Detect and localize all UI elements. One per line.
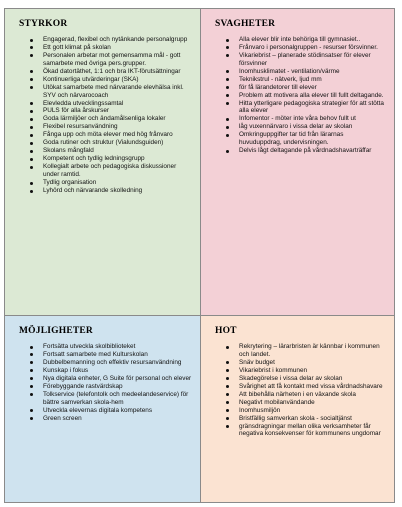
- bullet-icon: [226, 369, 229, 372]
- bullet-icon: [30, 102, 33, 105]
- list-item-text: Hitta ytterligare pedagogiska strategier för att stötta alla elever: [239, 99, 384, 115]
- list-item: [209, 359, 386, 367]
- list-item-text: Omkringuppgifter tar tid från lärarnas huvuduppdrag, undervisningen.: [239, 131, 344, 147]
- list-item: [209, 100, 386, 116]
- bullet-icon: [226, 54, 229, 57]
- bullet-icon: [30, 134, 33, 137]
- list-item-text: Rekrytering – lärarbristen är kännbar i kommunen och landet.: [239, 343, 380, 358]
- bullet-icon: [30, 361, 33, 364]
- list-item-text: Skadegörelse i vissa delar av skolan: [239, 374, 343, 382]
- strengths-title: STYRKOR: [19, 19, 68, 29]
- list-item: [209, 367, 386, 375]
- strengths-quadrant: [4, 8, 200, 315]
- weaknesses-title: SVAGHETER: [215, 19, 276, 29]
- list-item-text: Dubbelbemanning och effektiv resursanvändning: [43, 358, 182, 366]
- list-item-text: Utveckla elevernas digitala kompetens: [43, 406, 153, 414]
- list-item-text: Svårighet att få kontakt med vissa vårdnadshavare: [239, 382, 383, 390]
- bullet-icon: [30, 46, 33, 49]
- list-item-text: Fortsätta utveckla skolbiblioteket: [43, 343, 136, 350]
- bullet-icon: [226, 377, 229, 380]
- list-item: [209, 131, 386, 147]
- bullet-icon: [30, 118, 33, 121]
- list-item-text: Delvis lågt deltagande på vårdnadshavarträffar: [239, 147, 372, 155]
- list-item: [209, 415, 386, 423]
- list-item-text: Ett gott klimat på skolan: [43, 43, 111, 51]
- list-item-text: Engagerad, flexibel och nytänkande personalgrupp: [43, 36, 188, 43]
- list-item-text: Infomentor - möter inte våra behov fullt ut: [239, 115, 356, 123]
- bullet-icon: [226, 102, 229, 105]
- list-item-text: Personalen arbetar mot gemensamma mål - gott samarbete med övriga pers.grupper.: [43, 51, 181, 67]
- threats-quadrant: [200, 315, 395, 503]
- list-item-text: Förebyggande rastvärdskap: [43, 382, 123, 390]
- opportunities-list: [13, 343, 194, 422]
- list-item: [13, 375, 192, 383]
- threats-list: [209, 343, 388, 438]
- bullet-icon: [30, 110, 33, 113]
- list-item-text: Kollegialt arbete och pedagogiska diskussioner under ramtid.: [43, 163, 177, 179]
- list-item: [209, 423, 386, 439]
- bullet-icon: [226, 409, 229, 412]
- list-item: [13, 36, 192, 44]
- list-item: [209, 36, 386, 44]
- bullet-icon: [226, 425, 229, 428]
- opportunities-quadrant: [4, 315, 200, 503]
- bullet-icon: [30, 377, 33, 380]
- list-item-text: Vikariebrist i kommunen: [239, 366, 308, 374]
- bullet-icon: [30, 353, 33, 356]
- bullet-icon: [226, 86, 229, 89]
- list-item: [13, 147, 192, 155]
- list-item-text: Goda rutiner och struktur (Vialundsguiden): [43, 139, 164, 147]
- bullet-icon: [226, 94, 229, 97]
- bullet-icon: [30, 86, 33, 89]
- list-item: [13, 407, 192, 415]
- list-item: [13, 163, 192, 179]
- bullet-icon: [30, 70, 33, 73]
- bullet-icon: [226, 361, 229, 364]
- bullet-icon: [226, 393, 229, 396]
- opportunities-title: MÖJLIGHETER: [19, 326, 93, 336]
- list-item-text: Teknikstrul - nätverk, ljud mm: [239, 75, 322, 83]
- list-item-text: Problem att motivera alla elever till fullt deltagande.: [239, 91, 384, 99]
- list-item-text: Fånga upp och möta elever med hög frånvaro: [43, 131, 173, 139]
- list-item: [209, 375, 386, 383]
- list-item-text: Inomhusmiljön: [239, 406, 281, 414]
- weaknesses-list: [209, 36, 388, 155]
- list-item: [13, 351, 192, 359]
- list-item: [13, 52, 192, 68]
- list-item: [209, 407, 386, 415]
- list-item: [209, 44, 386, 52]
- weaknesses-quadrant: [200, 8, 395, 315]
- list-item: [13, 84, 192, 100]
- list-item-text: Bristfällig samverkan skola - socialtjänst: [239, 414, 352, 422]
- bullet-icon: [30, 369, 33, 372]
- bullet-icon: [226, 78, 229, 81]
- list-item: [209, 76, 386, 84]
- bullet-icon: [226, 401, 229, 404]
- list-item: [209, 343, 386, 359]
- list-item: [13, 179, 192, 187]
- bullet-icon: [226, 70, 229, 73]
- list-item: [13, 68, 192, 76]
- list-item: [209, 383, 386, 391]
- list-item-text: för få lärandetorer till elever: [239, 83, 317, 91]
- list-item: [209, 84, 386, 92]
- bullet-icon: [30, 150, 33, 153]
- list-item-text: Tolkservice (telefontolk och medeelandeservice) för bättre samverkan skola-hem: [43, 390, 189, 406]
- list-item: [13, 44, 192, 52]
- bullet-icon: [30, 190, 33, 193]
- list-item-text: Kunskap i fokus: [43, 366, 89, 374]
- list-item: [209, 147, 386, 155]
- list-item: [13, 115, 192, 123]
- list-item: [13, 367, 192, 375]
- bullet-icon: [226, 417, 229, 420]
- bullet-icon: [226, 118, 229, 121]
- list-item-text: Fortsatt samarbete med Kulturskolan: [43, 350, 148, 358]
- list-item: [209, 391, 386, 399]
- list-item-text: gränsdragningar mellan olika verksamheter får negativa konsekvenser för kommunens ungdomar: [239, 422, 381, 438]
- bullet-icon: [226, 385, 229, 388]
- list-item-text: Ökad datortäthet, 1:1 och bra IKT-förutsättningar: [43, 67, 181, 75]
- bullet-icon: [30, 417, 33, 420]
- bullet-icon: [30, 126, 33, 129]
- bullet-icon: [226, 134, 229, 137]
- list-item-text: Utökat samarbete med närvarande elevhälsa inkl. SYV och närvarocoach: [43, 83, 184, 99]
- list-item-text: Alla elever blir inte behöriga till gymnasiet..: [239, 36, 361, 43]
- list-item-text: Vikariebrist – planerade stödinsatser för elever försvinner: [239, 51, 371, 67]
- list-item: [13, 155, 192, 163]
- bullet-icon: [30, 385, 33, 388]
- list-item-text: PULS för alla årskurser: [43, 107, 110, 115]
- list-item-text: Nya digitala enheter, G Suite för personal och elever: [43, 374, 192, 382]
- list-item-text: Negativt mobilanvändande: [239, 398, 315, 406]
- bullet-icon: [226, 126, 229, 129]
- bullet-icon: [226, 346, 229, 349]
- list-item: [209, 399, 386, 407]
- list-item-text: Skolans mångfald: [43, 147, 94, 155]
- list-item: [13, 383, 192, 391]
- bullet-icon: [30, 142, 33, 145]
- list-item: [13, 187, 192, 195]
- list-item: [13, 359, 192, 367]
- swot-grid: [4, 8, 395, 503]
- list-item-text: Goda lärmiljöer och ändamålsenliga lokaler: [43, 115, 166, 123]
- list-item-text: Snäv budget: [239, 358, 275, 366]
- bullet-icon: [226, 150, 229, 153]
- list-item: [13, 343, 192, 351]
- bullet-icon: [30, 346, 33, 349]
- bullet-icon: [30, 78, 33, 81]
- list-item-text: Flexibel resursanvändning: [43, 123, 118, 131]
- list-item: [209, 52, 386, 68]
- list-item: [13, 76, 192, 84]
- bullet-icon: [226, 46, 229, 49]
- bullet-icon: [30, 393, 33, 396]
- list-item-text: låg vuxennärvaro i vissa delar av skolan: [239, 123, 353, 131]
- strengths-list: [13, 36, 194, 195]
- bullet-icon: [30, 158, 33, 161]
- list-item: [13, 139, 192, 147]
- list-item: [209, 68, 386, 76]
- list-item-text: Att bibehålla närheten i en växande skola: [239, 390, 356, 398]
- list-item-text: Frånvaro i personalgruppen - resurser försvinner.: [239, 43, 378, 51]
- list-item-text: Tydlig organisation: [43, 179, 97, 187]
- bullet-icon: [30, 182, 33, 185]
- list-item: [13, 391, 192, 407]
- list-item-text: Lyhörd och närvarande skolledning: [43, 187, 143, 195]
- bullet-icon: [226, 39, 229, 42]
- bullet-icon: [30, 166, 33, 169]
- list-item-text: Kontinuerliga utvärderingar (SKA): [43, 75, 139, 83]
- list-item-text: Green screen: [43, 414, 82, 422]
- threats-title: HOT: [215, 326, 237, 336]
- bullet-icon: [30, 409, 33, 412]
- list-item: [209, 92, 386, 100]
- list-item: [13, 415, 192, 423]
- list-item-text: Inomhusklimatet - ventilation/värme: [239, 67, 340, 75]
- list-item-text: Elevledda utvecklingssamtal: [43, 99, 124, 107]
- list-item: [13, 131, 192, 139]
- bullet-icon: [30, 54, 33, 57]
- list-item-text: Kompetent och tydlig ledningsgrupp: [43, 155, 145, 163]
- bullet-icon: [30, 39, 33, 42]
